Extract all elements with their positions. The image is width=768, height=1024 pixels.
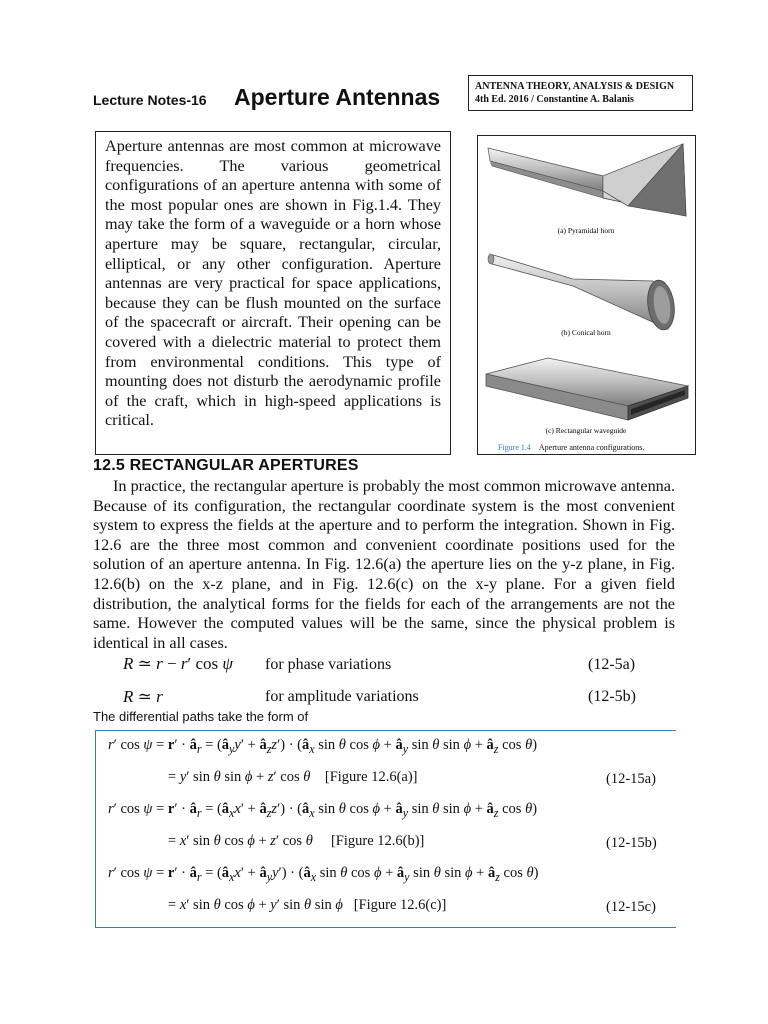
antenna-illustrations [478,136,695,454]
derivation-box [95,730,676,928]
equation-12-5b-desc: for amplitude variations [265,688,419,705]
caption-b: (b) Conical horn [561,328,611,337]
figure-title-text: Aperture antenna configurations. [538,443,645,452]
differential-intro: The differential paths take the form of [93,709,309,724]
derivation-a-line2: = y′ sin θ sin ϕ + z′ cos θ [Figure 12.6(a)] [168,769,418,785]
page-title: Aperture Antennas [234,84,441,110]
equation-number-12-15c: (12-15c) [606,899,656,915]
derivation-a-line1: r′ $\cos \psi = r' \cdot â_r$ = ($â_yy'$ + $â_zz'$) · ($â_x$ sin θ $\cos \phi + â_y$ sin θ $\sin \phi + â_z$ cos θ) [108,737,538,756]
reference-box [468,75,693,111]
equation-12-5b: R ≃ r [123,687,163,706]
rectangular-waveguide-icon [486,358,688,420]
figure-box [477,135,696,455]
caption-c: (c) Rectangular waveguide [545,426,627,435]
caption-a: (a) Pyramidal horn [557,226,615,235]
pyramidal-horn-icon [488,144,686,216]
equation-12-5a: R ≃ r − r′ cos ψ [123,654,233,673]
derivation-c-line2: = x′ sin θ cos ϕ + y′ sin θ sin ϕ [Figure 12.6(c)] [168,897,447,913]
figure-ref-a: [Figure 12.6(a)] [324,769,418,785]
intro-text: Aperture antennas are most common at microwave frequencies. The various geometrical configurations of an aperture antenna with some of the most popular ones are shown in Fig.1.4. They may take the form of a waveguide or a horn whose aperture may be square, rectangular, circular, elliptical, or any other configuration. Aperture antennas are very practical for space applications, because they can be flush mounted on the surface of the spacecraft or aircraft. Their opening can be covered with a dielectric material to protect them from environmental conditions. This type of mounting does not disturb the aerodynamic profile of the craft, which in high-speed applications is critical. [105,137,441,430]
derivation-c-line1: r′ $\cos \psi = r' \cdot â_r$ = ($â_xx'$ + $â_yy'$) · ($â_x$ sin θ $\cos \phi + â_y$ sin θ $\sin \phi + â_z$ cos θ) [108,865,539,884]
equation-number-12-15a: (12-15a) [606,771,656,787]
derivation-b-line1: r′ $\cos \psi = r' \cdot â_r$ = ($â_xx'$ + $â_zz'$) · ($â_x$ sin θ $\cos \phi + â_y$ sin θ $\sin \phi + â_z$ cos θ) [108,801,538,820]
figure-number: Figure 1.4 [498,443,531,452]
equation-12-5a-number: (12-5a) [588,656,636,673]
derivation-b-line2: = x′ sin θ cos ϕ + z′ cos θ [Figure 12.6(b)] [168,833,425,849]
equation-number-12-15b: (12-15b) [606,835,657,851]
figure-title [498,443,644,452]
equation-12-5b-number: (12-5b) [588,688,636,705]
lecture-label: Lecture Notes-16 [93,92,207,108]
section-paragraph: In practice, the rectangular aperture is probably the most common microwave antenna. Because of its configuration, the rectangular coordinate system is the most convenient system to express the fields at the aperture and to perform the integration. Shown in Fig. 12.6 are the three most common and convenient coordinate positions used for the solution of an aperture antenna. In Fig. 12.6(a) the aperture lies on the y-z plane, in Fig. 12.6(b) on the x-z plane, and in Fig. 12.6(c) on the x-y plane. For a given field distribution, the analytical forms for the fields for each of the arrangements are not the same. However the computed values will be the same, since the physical problem is identical in all cases. [93,477,675,652]
figure-ref-b: [Figure 12.6(b)] [330,833,425,849]
equation-12-5a-desc: for phase variations [265,656,392,673]
reference-line-2: 4th Ed. 2016 / Constantine A. Balanis [475,94,634,105]
intro-box [95,131,451,455]
reference-line-1: ANTENNA THEORY, ANALYSIS & DESIGN [475,81,675,92]
section-heading: 12.5 RECTANGULAR APERTURES [93,457,359,474]
conical-horn-icon [488,254,677,332]
figure-ref-c: [Figure 12.6(c)] [353,897,447,913]
